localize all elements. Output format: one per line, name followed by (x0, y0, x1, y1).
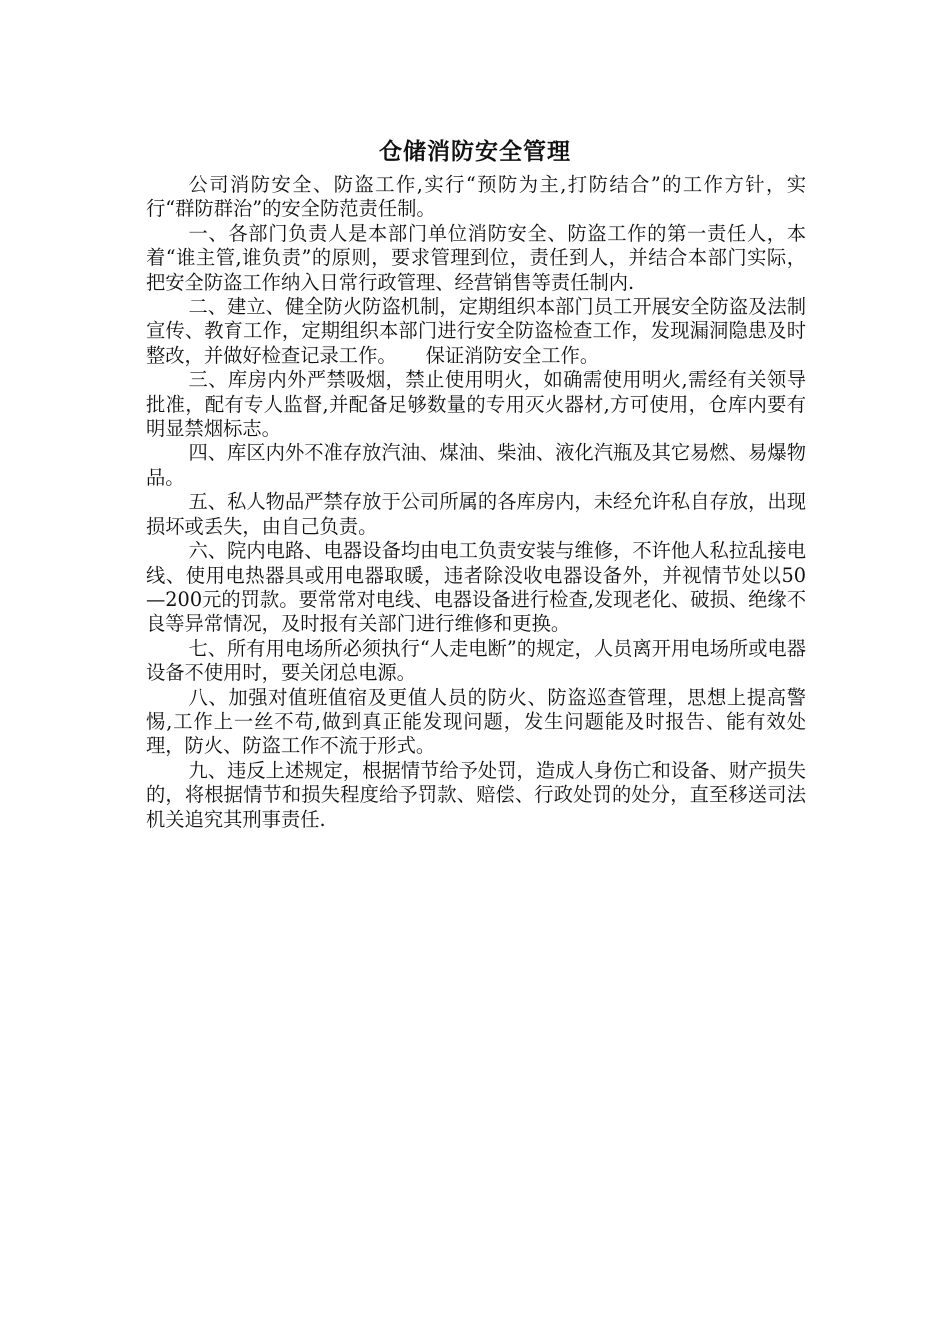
paragraph-4: 四、库区内外不准存放汽油、煤油、柴油、液化汽瓶及其它易燃、易爆物品。 (146, 441, 806, 489)
paragraph-2: 二、建立、健全防火防盗机制，定期组织本部门员工开展安全防盗及法制宣传、教育工作，定期组织本部门进行安全防盗检查工作，发现漏洞隐患及时整改，并做好检查记录工作。 保证消防安全工作。 (146, 295, 806, 367)
paragraph-intro: 公司消防安全、防盗工作,实行“预防为主,打防结合”的工作方针，实行“群防群治”的安全防范责任制。 (146, 173, 806, 221)
paragraph-6: 六、院内电路、电器设备均由电工负责安装与维修，不许他人私拉乱接电线、使用电热器具或用电器取暖，违者除没收电器设备外，并视情节处以50—200元的罚款。要常常对电线、电器设备进行检查,发现老化、破损、绝缘不良等异常情况，及时报有关部门进行维修和更换。 (146, 539, 806, 636)
paragraph-3: 三、库房内外严禁吸烟，禁止使用明火，如确需使用明火,需经有关领导批准，配有专人监督,并配备足够数量的专用灭火器材,方可使用，仓库内要有明显禁烟标志。 (146, 368, 806, 441)
paragraph-8: 八、加强对值班值宿及更值人员的防火、防盗巡查管理，思想上提高警惕,工作上一丝不苟,做到真正能发现问题，发生问题能及时报告、能有效处理，防火、防盗工作不流于形式。 (146, 685, 806, 758)
paragraph-1: 一、各部门负责人是本部门单位消防安全、防盗工作的第一责任人，本着“谁主管,谁负责”的原则，要求管理到位，责任到人，并结合本部门实际，把安全防盗工作纳入日常行政管理、经营销售等责任制内. (146, 221, 806, 294)
document-body (146, 173, 806, 832)
paragraph-9: 九、违反上述规定，根据情节给予处罚，造成人身伤亡和设备、财产损失的，将根据情节和损失程度给予罚款、赔偿、行政处罚的处分，直至移送司法机关追究其刑事责任. (146, 758, 806, 831)
paragraph-7: 七、所有用电场所必须执行“人走电断”的规定，人员离开用电场所或电器设备不使用时，要关闭总电源。 (146, 636, 806, 685)
paragraph-5: 五、私人物品严禁存放于公司所属的各库房内，未经允许私自存放，出现损坏或丢失，由自己负责。 (146, 490, 806, 538)
document-title: 仓储消防安全管理 (379, 139, 571, 165)
